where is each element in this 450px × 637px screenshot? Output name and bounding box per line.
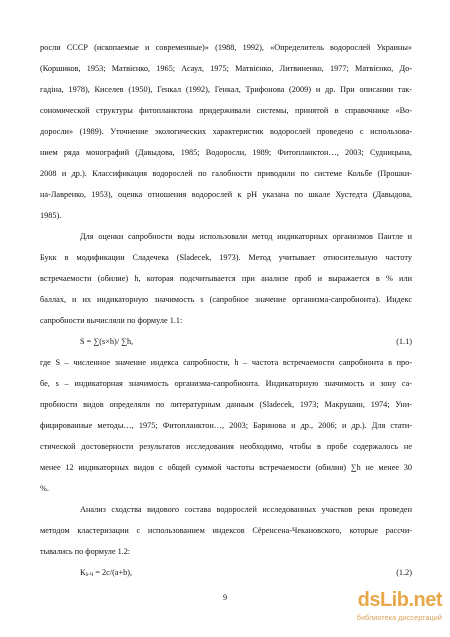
text-line: гадіна, 1978), Киселев (1950), Генкал (1992), Генкал, Трифонова (2009) и др. При описании так- — [40, 85, 412, 94]
text-line: на-Лавренко, 1953), оценка отношения водорослей к pH указана по шкале Хустедта (Давыдова, — [40, 190, 412, 199]
text-line: %. — [40, 484, 49, 493]
text-line: (Коршиков, 1953; Матвієнко, 1965; Асаул, 1975; Матвієнко, Литвиненко, 1977; Матвієнко, До- — [40, 64, 412, 73]
paragraph-first-line: Для оценки сапробности воды использовали метод индикаторных организмов Пантле и — [80, 232, 412, 241]
text-line: встречаемости (обилие) h, которая подсчитывается при анализе проб и выражается в % или — [40, 274, 412, 283]
paragraph-first-line: Анализ сходства видового состава водорослей исследованных участков реки проведен — [80, 505, 412, 514]
text-line: пробности видов определяли по литературным данным (Sladecek, 1973; Макрушин, 1974; Уни- — [40, 400, 412, 409]
formula-1-2 — [80, 568, 450, 581]
watermark-logo — [346, 589, 444, 627]
text-line: бе, s – индикаторная значимость организма-сапробионта. Индикаторную значимость и зону са- — [40, 379, 412, 388]
formula-body: = 2c/(a+b), — [93, 568, 133, 577]
text-line: нием ряда монографий (Давыдова, 1985; Водоросли, 1989; Фитопланктон…, 2003; Судницына, — [40, 148, 412, 157]
text-line: тывались по формуле 1.2: — [40, 547, 131, 556]
formula-number-1-1: (1.1) — [396, 337, 412, 346]
formula-number-1-2: (1.2) — [396, 568, 412, 577]
text-line: Букк в модификации Сладечека (Sladecek, 1973). Метод учитывает относительную частоту — [40, 253, 412, 262]
text-line: баллах, и их индикаторную значимость s (сапробное значение организма-сапробионта). Индекс — [40, 295, 412, 304]
text-line: менее 12 индикаторных видов с общей суммой частоты встречаемости (обилия) ∑h не менее 30 — [40, 463, 412, 472]
text-line: сапробности вычисляли по формуле 1.1: — [40, 316, 183, 325]
text-line: где S – численное значение индекса сапробности, h – частота встречаемости сапробионта в про- — [40, 358, 412, 367]
formula-symbol: К — [80, 568, 86, 577]
text-line: стической достоверности результатов исследования необходимо, чтобы в пробе содержалось не — [40, 442, 412, 451]
text-line: методом кластеризации с использованием индексов Сёренсена-Чекановского, которые рассчи- — [40, 526, 412, 535]
text-line: фицированные методы…, 1975; Фитопланктон…, 2003; Баринова и др., 2006; и др.). Для стати- — [40, 421, 412, 430]
watermark-subtitle: библиотека диссертаций — [356, 613, 442, 622]
text-line: 2008 и др.). Классификация водорослей по галобности приводили по системе Кольбе (Прошки- — [40, 169, 412, 178]
formula-1-1: S = ∑(s×h)/ ∑h, — [80, 337, 134, 346]
formula-subscript: S-Ч — [85, 573, 94, 578]
text-line: 1985). — [40, 211, 62, 220]
text-line: росли СССР (ископаемые и современные)» (1988, 1992), «Определитель водорослей Украины» — [40, 43, 412, 52]
text-line: доросли» (1989). Уточнение экологических характеристик водорослей проведено с использова- — [40, 127, 412, 136]
text-line: сономической структуры фитопланктона придерживали системы, принятой в справочнике «Во- — [40, 106, 412, 115]
watermark-brand: dsLib.net — [357, 589, 442, 611]
page-number: 9 — [222, 593, 228, 602]
